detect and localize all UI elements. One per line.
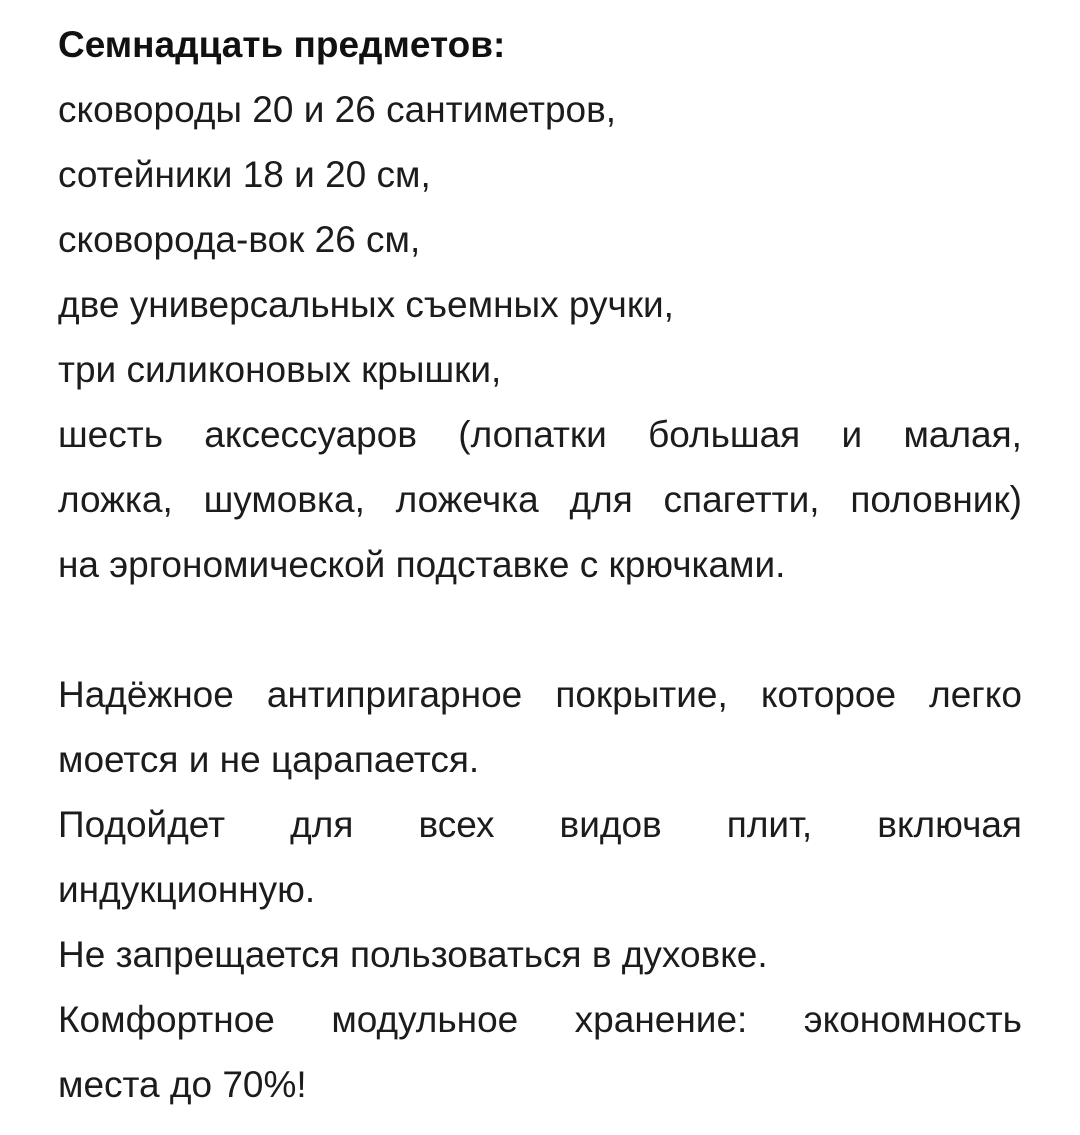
word: видов	[559, 804, 662, 845]
list-item-pans: сковороды 20 и 26 сантиметров,	[58, 89, 617, 130]
word: легко	[929, 674, 1022, 715]
word: и	[841, 414, 863, 455]
word: которое	[760, 674, 897, 715]
list-item-accessories-line-1	[58, 402, 1022, 467]
list-item-saute-pans: сотейники 18 и 20 см,	[58, 154, 431, 195]
word: аксессуаров	[204, 414, 417, 455]
list-item-accessories-line-2	[58, 467, 1022, 532]
feature-stoves-line-1	[58, 792, 1022, 857]
feature-oven: Не запрещается пользоваться в духовке.	[58, 934, 768, 975]
word: всех	[418, 804, 495, 845]
word: покрытие,	[555, 674, 728, 715]
word: спагетти,	[663, 479, 820, 520]
word: половник)	[850, 479, 1022, 520]
word: большая	[648, 414, 801, 455]
word: малая,	[903, 414, 1022, 455]
word: ложечка	[395, 479, 539, 520]
list-item-handles: две универсальных съемных ручки,	[58, 284, 674, 325]
word: модульное	[331, 999, 519, 1040]
list-heading: Семнадцать предметов:	[58, 24, 506, 65]
word: (лопатки	[458, 414, 607, 455]
word: Комфортное	[58, 999, 275, 1040]
word: хранение:	[574, 999, 748, 1040]
word: Подойдет	[58, 804, 226, 845]
paragraph-spacer	[58, 597, 1022, 662]
word: плит,	[726, 804, 813, 845]
feature-coating-line-1	[58, 662, 1022, 727]
list-item-wok: сковорода-вок 26 см,	[58, 219, 421, 260]
word: шесть	[58, 414, 163, 455]
list-item-stand: на эргономической подставке с крючками.	[58, 544, 786, 585]
feature-storage-line-2: места до 70%!	[58, 1064, 307, 1105]
word: шумовка,	[203, 479, 365, 520]
feature-stoves-line-2: индукционную.	[58, 869, 316, 910]
feature-coating-line-2: моется и не царапается.	[58, 739, 480, 780]
list-item-lids: три силиконовых крышки,	[58, 349, 502, 390]
document-body	[58, 12, 1022, 1117]
word: экономность	[803, 999, 1022, 1040]
word: для	[290, 804, 354, 845]
word: включая	[877, 804, 1022, 845]
word: для	[569, 479, 633, 520]
word: ложка,	[58, 479, 173, 520]
feature-storage-line-1	[58, 987, 1022, 1052]
word: Надёжное	[58, 674, 234, 715]
word: антипригарное	[266, 674, 523, 715]
